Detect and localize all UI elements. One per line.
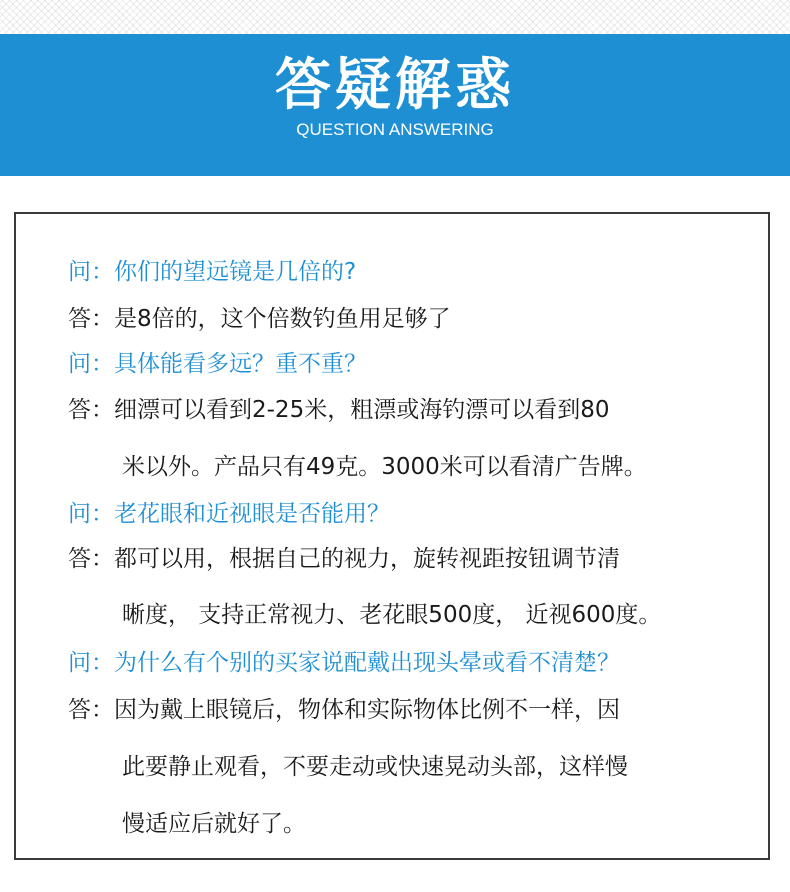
question-1: 问：你们的望远镜是几倍的? bbox=[68, 259, 357, 285]
answer-4: 答：因为戴上眼镜后，物体和实际物体比例不一样，因 bbox=[68, 697, 620, 723]
answer-2: 答：细漂可以看到2-25米，粗漂或海钓漂可以看到80 bbox=[68, 397, 610, 423]
qa-box bbox=[14, 212, 770, 860]
page-title: 答疑解惑 bbox=[275, 53, 515, 118]
answer-2-cont: 米以外。产品只有49克。3000米可以看清广告牌。 bbox=[122, 454, 647, 480]
question-2: 问：具体能看多远？重不重？ bbox=[68, 351, 367, 377]
answer-4-cont-2: 慢适应后就好了。 bbox=[122, 811, 306, 837]
answer-3: 答：都可以用，根据自己的视力，旋转视距按钮调节清 bbox=[68, 546, 620, 572]
question-3: 问：老花眼和近视眼是否能用？ bbox=[68, 501, 390, 527]
answer-4-cont-1: 此要静止观看，不要走动或快速晃动头部，这样慢 bbox=[122, 754, 628, 780]
answer-3-cont: 晰度， 支持正常视力、老花眼500度， 近视600度。 bbox=[122, 602, 662, 628]
question-4: 问：为什么有个别的买家说配戴出现头晕或看不清楚？ bbox=[68, 650, 620, 676]
top-pattern-strip bbox=[0, 0, 790, 34]
answer-1: 答：是8倍的，这个倍数钓鱼用足够了 bbox=[68, 306, 451, 332]
page-subtitle: QUESTION ANSWERING bbox=[296, 120, 494, 139]
header-banner bbox=[0, 34, 790, 176]
